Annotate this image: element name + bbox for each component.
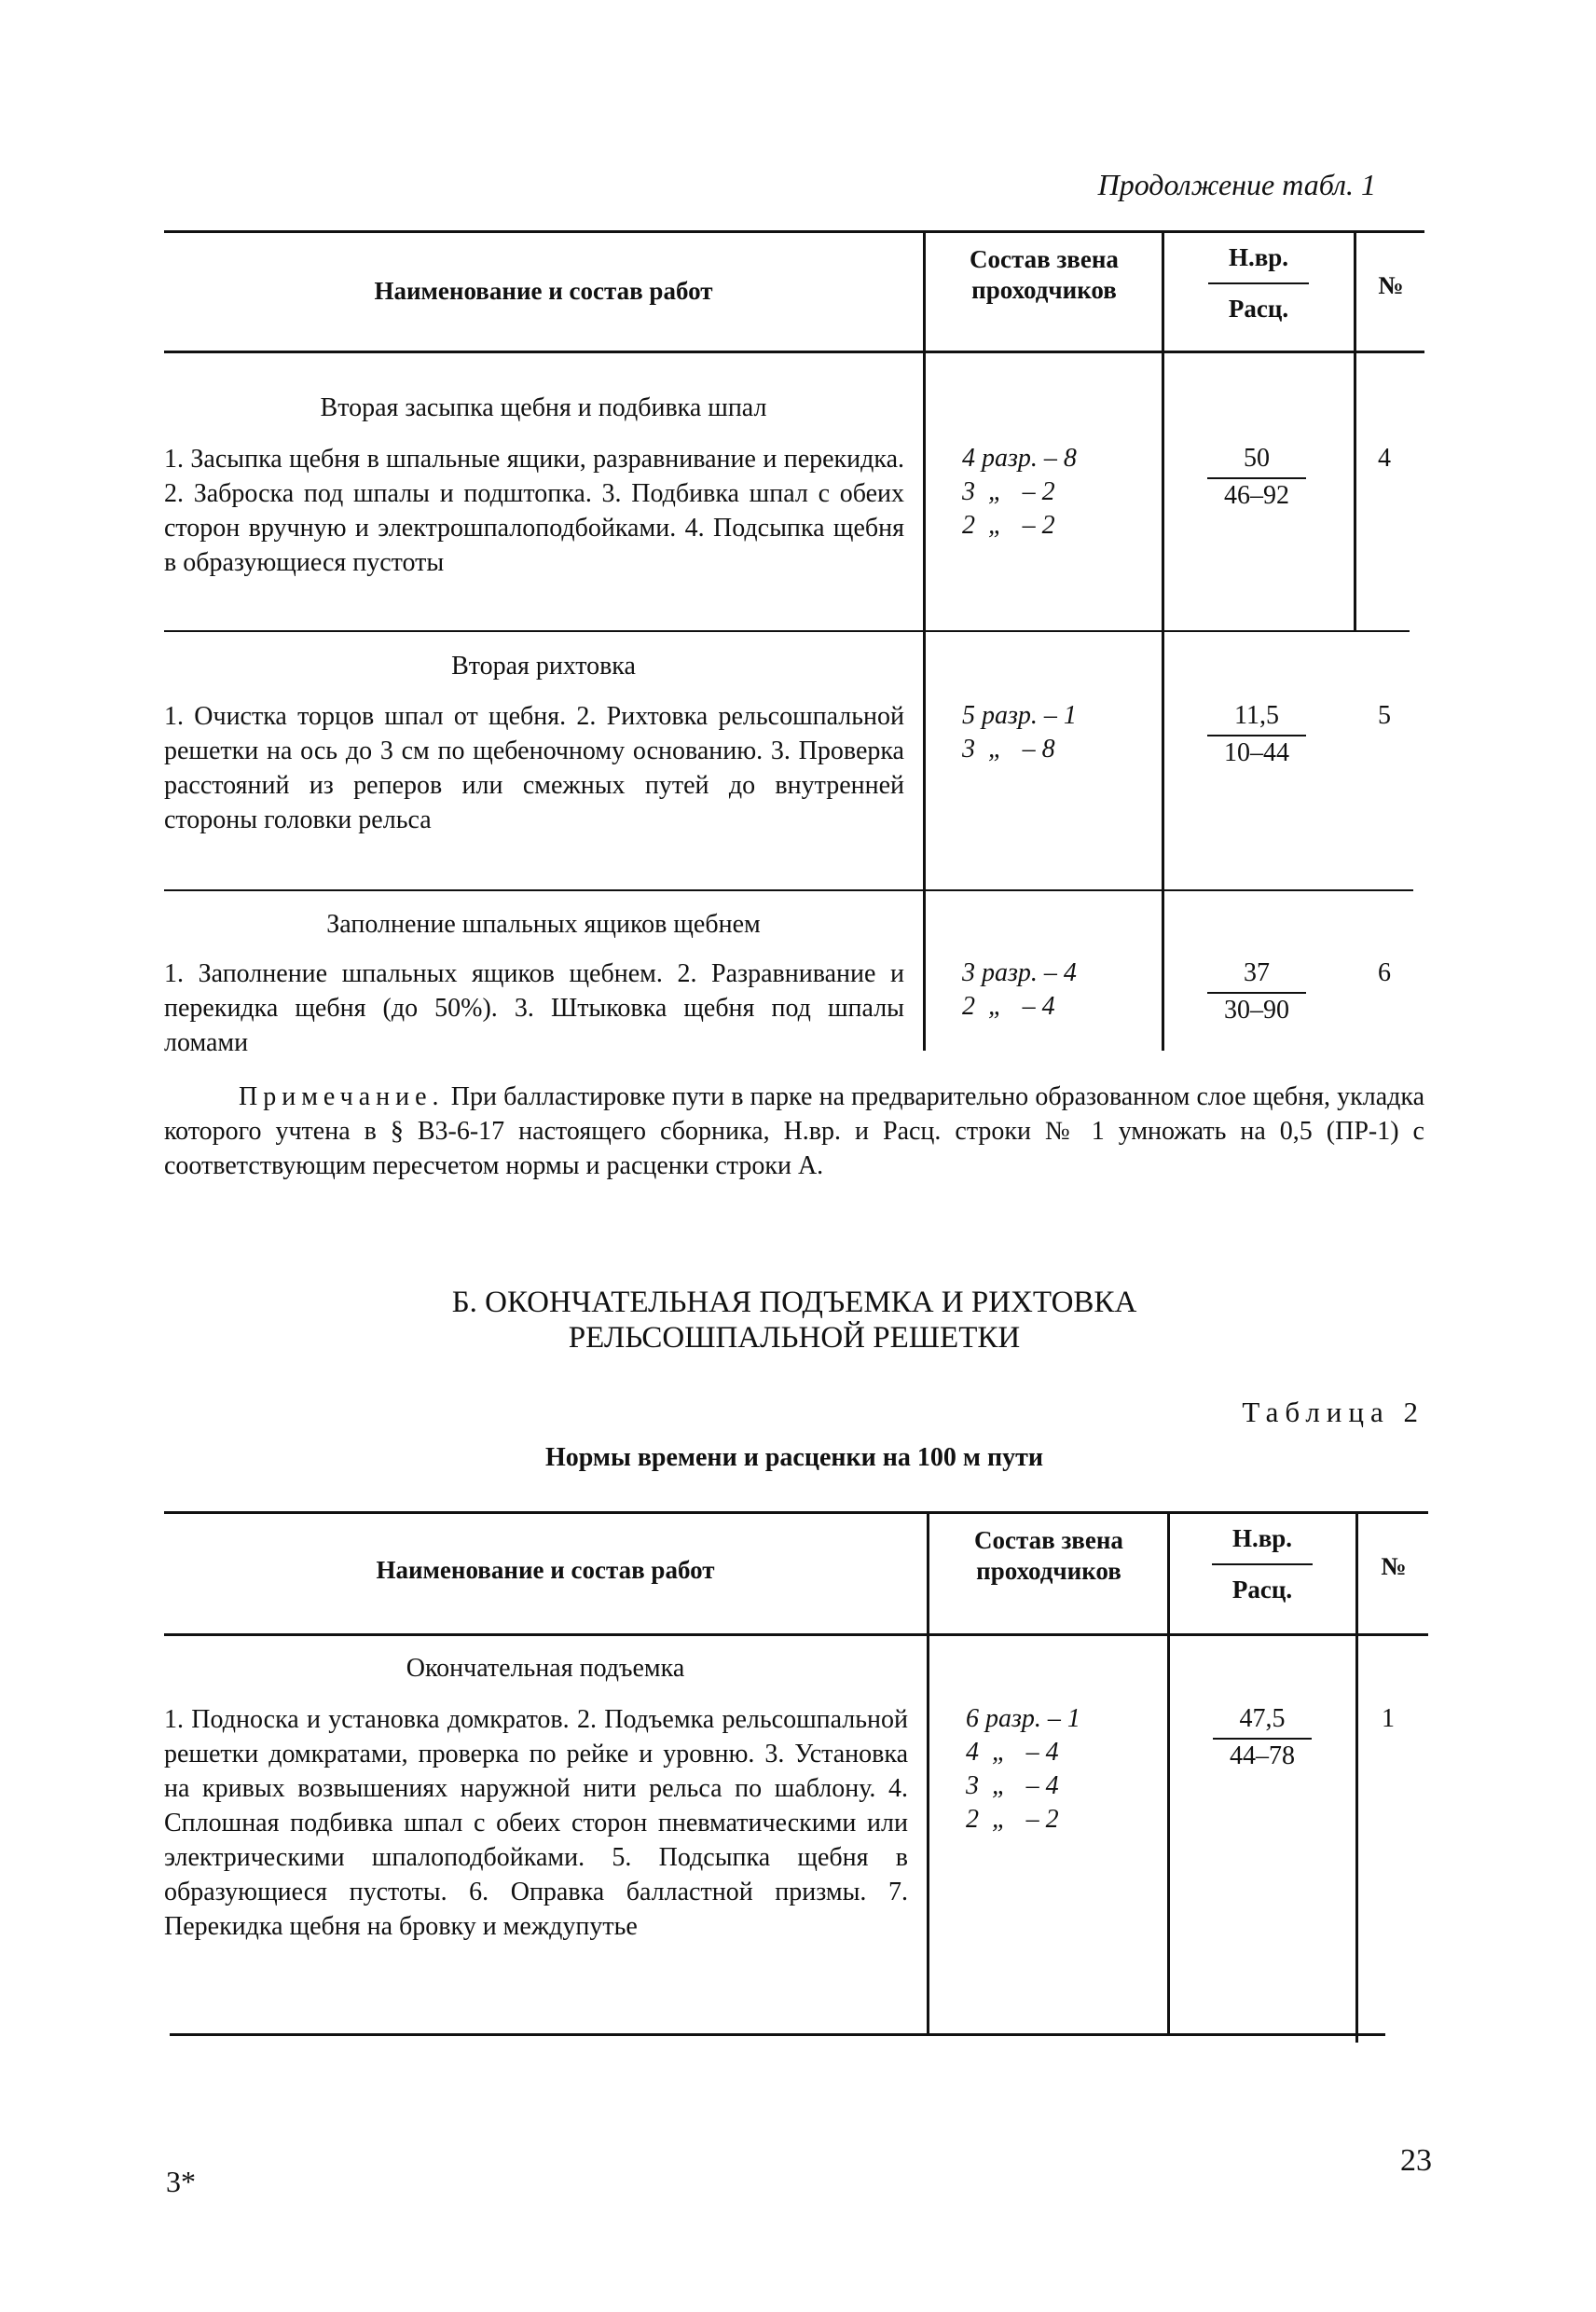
table-subtitle: Нормы времени и расценки на 100 м пути	[544, 1443, 1044, 1472]
rate-value: 46–92	[1224, 481, 1289, 510]
row-title: Окончательная подъемка	[406, 1654, 685, 1683]
norm-rate	[1165, 699, 1348, 770]
norm-rate	[1165, 956, 1348, 1027]
header-number: №	[1381, 1552, 1407, 1580]
crew-line: 2 „ – 2	[966, 1805, 1059, 1834]
header-norm-bottom: Расц.	[1228, 295, 1289, 323]
column-divider	[1354, 230, 1356, 631]
column-divider	[923, 230, 926, 1051]
norm-value: 50	[1207, 442, 1306, 479]
table-top-rule	[164, 230, 1424, 233]
row-description: 1. Заполнение шпальных ящиков щебнем. 2. Разравнивание и перекидка щебня (до 50%). 3. Штыковка щебня под шпалы ломами	[164, 959, 904, 1057]
crew-line: 4 „ – 4	[966, 1738, 1059, 1767]
row-number: 5	[1378, 701, 1391, 730]
norm-rate	[1165, 442, 1348, 513]
header-norm	[1171, 1523, 1354, 1605]
row-title: Заполнение шпальных ящиков щебнем	[326, 910, 761, 939]
row-number: 1	[1382, 1704, 1395, 1733]
rate-value: 30–90	[1224, 996, 1289, 1025]
crew-line: 5 разр. – 1	[962, 701, 1077, 730]
crew-line: 3 „ – 4	[966, 1771, 1059, 1800]
row-number: 6	[1378, 958, 1391, 987]
row-description: 1. Очистка торцов шпал от щебня. 2. Рихтовка рельсошпальной решетки на ось до 3 см по щебеночному основанию. 3. Проверка расстояний из реперов или смежных путей до внутренней стороны головки рельса	[164, 702, 904, 834]
note-label: Примечание.	[239, 1082, 445, 1111]
section-title-line: РЕЛЬСОШПАЛЬНОЙ РЕШЕТКИ	[568, 1321, 1021, 1355]
header-norm	[1165, 242, 1352, 324]
section-title-line: Б. ОКОНЧАТЕЛЬНАЯ ПОДЪЕМКА И РИХТОВКА	[451, 1286, 1137, 1319]
row-title: Вторая рихтовка	[451, 652, 636, 681]
header-name: Наименование и состав работ	[376, 1556, 715, 1584]
crew-line: 3 „ – 2	[962, 477, 1055, 506]
table-header-rule	[164, 351, 1424, 353]
section-title	[164, 1285, 1424, 1356]
column-divider	[1355, 1511, 1358, 2043]
page-number: 23	[1400, 2143, 1432, 2178]
norm-value: 37	[1207, 956, 1306, 994]
header-norm-top: Н.вр.	[1212, 1523, 1313, 1565]
table-top-rule	[164, 1511, 1428, 1514]
note	[164, 1080, 1424, 1183]
page-header: Продолжение табл. 1	[1097, 168, 1376, 201]
header-crew: Состав звена проходчиков	[970, 245, 1119, 304]
row-number: 4	[1378, 444, 1391, 473]
norm-value: 11,5	[1207, 699, 1306, 736]
crew-line: 4 разр. – 8	[962, 444, 1077, 473]
row-description: 1. Засыпка щебня в шпальные ящики, разравнивание и перекидка. 2. Заброска под шпалы и подштопка. 3. Подбивка шпал с обеих сторон вручную и электрошпалоподбойками. 4. Подсыпка щебня в образующиеся пустоты	[164, 445, 904, 577]
header-name: Наименование и состав работ	[374, 277, 713, 305]
header-number: №	[1378, 271, 1404, 299]
table-label: Таблица 2	[1242, 1396, 1424, 1428]
header-crew: Состав звена проходчиков	[974, 1526, 1123, 1585]
column-divider	[1162, 230, 1164, 1051]
row-rule	[164, 630, 1410, 632]
crew-line: 3 разр. – 4	[962, 958, 1077, 987]
note-text: При балластировке пути в парке на предварительно образованном слое щебня, укладка которого учтена в § В3-6-17 настоящего сборника, Н.вр. и Расц. строки № 1 умножать на 0,5 (ПР-1) с соответствующим пересчетом нормы и расценки строки А.	[164, 1082, 1425, 1180]
column-divider	[1167, 1511, 1170, 2033]
row-title: Вторая засыпка щебня и подбивка шпал	[320, 393, 767, 422]
row-rule	[164, 889, 1413, 891]
footer-mark: 3*	[166, 2165, 196, 2198]
header-norm-bottom: Расц.	[1231, 1576, 1293, 1603]
norm-value: 47,5	[1213, 1702, 1312, 1740]
crew-line: 2 „ – 4	[962, 992, 1055, 1021]
rate-value: 10–44	[1224, 738, 1289, 767]
norm-rate	[1171, 1702, 1354, 1773]
table-header-rule	[164, 1633, 1428, 1636]
header-norm-top: Н.вр.	[1208, 242, 1309, 284]
column-divider	[927, 1511, 929, 2033]
crew-line: 6 разр. – 1	[966, 1704, 1080, 1733]
row-description: 1. Подноска и установка домкратов. 2. Подъемка рельсошпальной решетки домкратами, проверка по рейке и уровню. 3. Установка на кривых возвышениях наружной нити рельса по шаблону. 4. Сплошная подбивка шпал с обеих сторон пневматическими или электрическими шпалоподбойками. 5. Подсыпка щебня в образующиеся пустоты. 6. Оправка балластной призмы. 7. Перекидка щебня на бровку и междупутье	[164, 1705, 908, 1941]
table-bottom-rule	[170, 2033, 1385, 2036]
crew-line: 3 „ – 8	[962, 735, 1055, 764]
crew-line: 2 „ – 2	[962, 511, 1055, 540]
rate-value: 44–78	[1230, 1741, 1295, 1770]
